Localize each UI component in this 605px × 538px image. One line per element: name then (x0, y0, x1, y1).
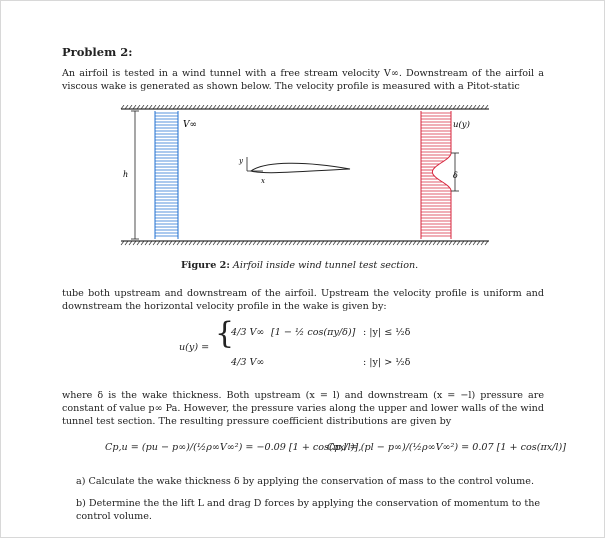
figure-caption-text: Airfoil inside wind tunnel test section. (232, 260, 419, 271)
problem-title: Problem 2: (62, 45, 133, 59)
airfoil-shape (251, 163, 350, 172)
y-axis-label: y (239, 157, 243, 165)
h-dimension (131, 111, 139, 239)
figure-caption-label: Figure 2: (181, 260, 230, 271)
intro-paragraph: An airfoil is tested in a wind tunnel with a free stream velocity V∞. Downstream of the airfoil a viscous wake is generated as shown below. The velocity profile is measured with a Pitot-static (62, 68, 544, 92)
case2-coef: 4/3 V∞ (231, 357, 265, 368)
case1-bracket: [1 − ½ cos(πy/δ)] (271, 327, 356, 338)
wind-tunnel-figure (115, 105, 495, 253)
figure-caption (181, 260, 418, 271)
delta-label: δ (453, 171, 458, 180)
h-label: h (123, 170, 129, 179)
case1-coef: 4/3 V∞ (231, 327, 265, 338)
bottom-wall (121, 241, 489, 245)
question-b: b) Determine the the lift L and drag D forces by applying the conservation of momentum to the control volume. (76, 498, 541, 522)
cpu-equation: Cp,u = (pu − p∞)/(½ρ∞V∞²) = −0.09 [1 + cos(πx/l)], (105, 442, 362, 453)
downstream-velocity-profile (421, 111, 451, 239)
cpl-equation: Cp,l = (pl − p∞)/(½ρ∞V∞²) = 0.07 [1 + cos(πx/l)] (327, 442, 566, 453)
case1-condition: : |y| ≤ ½δ (363, 327, 411, 338)
case2-condition: : |y| > ½δ (363, 357, 411, 368)
brace: { (215, 316, 235, 351)
question-a: a) Calculate the wake thickness δ by applying the conservation of mass to the control volume. (76, 476, 535, 487)
pressure-paragraph: where δ is the wake thickness. Both upstream (x = l) and downstream (x = −l) pressure are constant of value p∞ Pa. However, the pressure varies along the upper and lower walls of the wind tunnel test section. The resulting pressure coefficient distributions are given by (62, 390, 544, 427)
top-wall (121, 105, 489, 109)
x-axis-label: x (261, 177, 265, 185)
body-paragraph: tube both upstream and downstream of the airfoil. Upstream the velocity profile is uniform and downstream the horizontal velocity profile in the wake is given by: (62, 288, 544, 312)
vinf-label: V∞ (183, 120, 197, 130)
u-lhs: u(y) = (179, 342, 210, 353)
upstream-velocity-profile (155, 111, 178, 239)
uy-label: u(y) (453, 120, 470, 130)
